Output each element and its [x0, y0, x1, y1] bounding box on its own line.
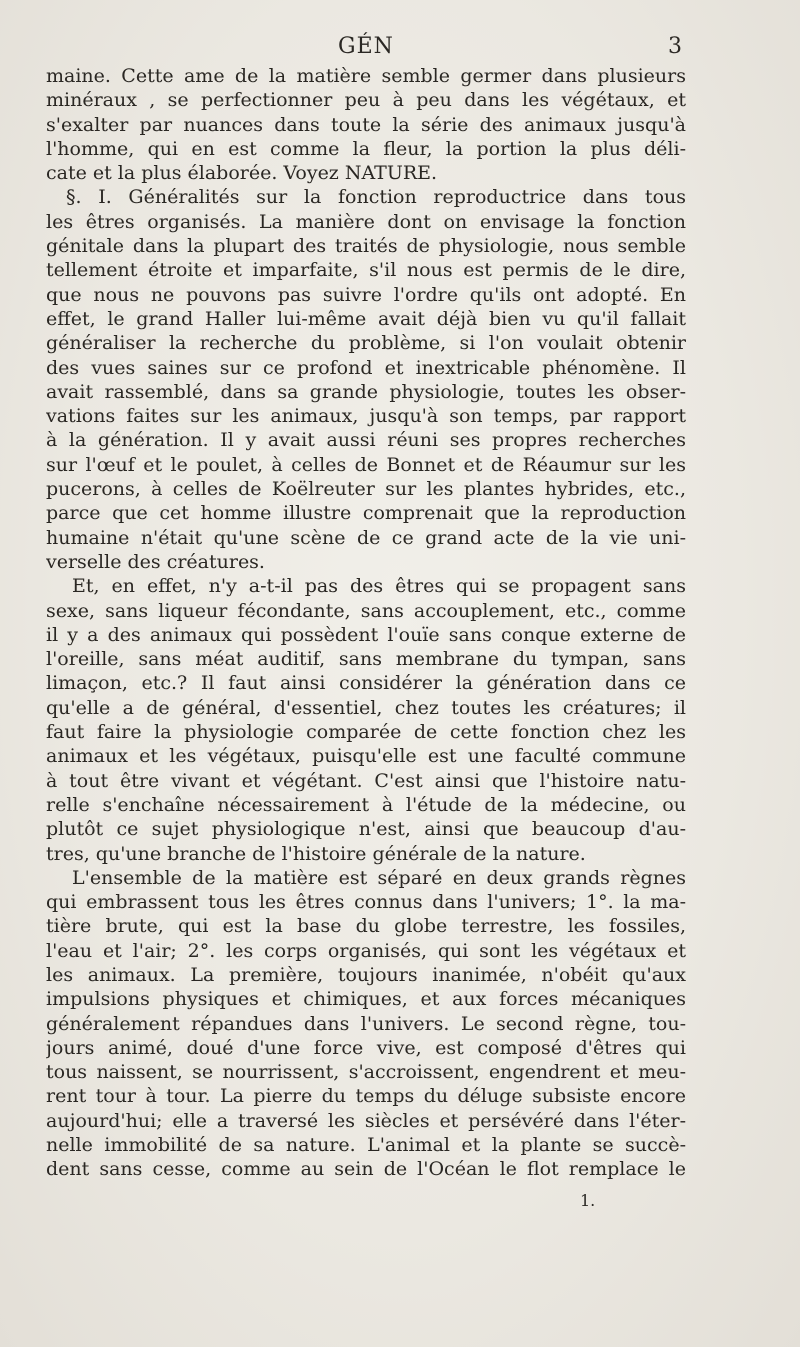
text-line: cate et la plus élaborée. Voyez NATURE.: [46, 162, 438, 185]
text-line: sexe, sans liqueur fécondante, sans accouplement, etc., comme: [46, 599, 686, 622]
text-line: que nous ne pouvons pas suivre l'ordre qu'ils ont adopté. En: [46, 283, 686, 306]
text-line: jours animé, doué d'une force vive, est composé d'êtres qui: [46, 1036, 686, 1059]
text-line: tres, qu'une branche de l'histoire générale de la nature.: [46, 842, 586, 865]
text-line: les animaux. La première, toujours inanimée, n'obéit qu'aux: [46, 963, 686, 986]
text-line: à la génération. Il y avait aussi réuni ses propres recherches: [46, 429, 686, 452]
text-line: il y a des animaux qui possèdent l'ouïe sans conque externe de: [46, 623, 686, 646]
text-line: effet, le grand Haller lui-même avait déjà bien vu qu'il fallait: [46, 307, 686, 330]
text-line: verselle des créatures.: [46, 550, 265, 573]
text-line: rent tour à tour. La pierre du temps du déluge subsiste encore: [46, 1085, 686, 1108]
text-line: limaçon, etc.? Il faut ainsi considérer la génération dans ce: [46, 672, 686, 695]
text-line: minéraux , se perfectionner peu à peu dans les végétaux, et: [46, 89, 686, 112]
section-heading-line: §. I. Généralités sur la fonction reproductrice dans tous: [66, 186, 686, 209]
text-line: animaux et les végétaux, puisqu'elle est une faculté commune: [46, 745, 686, 768]
text-line: dent sans cesse, comme au sein de l'Océan le flot remplace le: [46, 1158, 686, 1181]
text-line: généraliser la recherche du problème, si l'on voulait obtenir: [46, 332, 686, 355]
signature-mark: 1.: [580, 1191, 596, 1210]
text-line: l'oreille, sans méat auditif, sans membrane du tympan, sans: [46, 648, 686, 671]
running-head: GÉN: [338, 34, 394, 59]
text-line: faut faire la physiologie comparée de cette fonction chez les: [46, 721, 686, 744]
text-line: humaine n'était qu'une scène de ce grand acte de la vie uni-: [46, 526, 686, 549]
page-header: [0, 30, 800, 66]
paragraph-start-line: Et, en effet, n'y a-t-il pas des êtres qui se propagent sans: [72, 575, 686, 598]
text-line: impulsions physiques et chimiques, et aux forces mécaniques: [46, 988, 686, 1011]
text-line: qu'elle a de général, d'essentiel, chez toutes les créatures; il: [46, 696, 686, 719]
text-line: relle s'enchaîne nécessairement à l'étude de la médecine, ou: [46, 793, 686, 816]
text-line: des vues saines sur ce profond et inextricable phénomène. Il: [46, 356, 686, 379]
text-line: qui embrassent tous les êtres connus dans l'univers; 1°. la ma-: [46, 891, 686, 914]
text-line: plutôt ce sujet physiologique n'est, ainsi que beaucoup d'au-: [46, 818, 686, 841]
text-line: parce que cet homme illustre comprenait que la reproduction: [46, 502, 686, 525]
text-line: génitale dans la plupart des traités de physiologie, nous semble: [46, 235, 686, 258]
text-line: tière brute, qui est la base du globe terrestre, les fossiles,: [46, 915, 686, 938]
text-line: à tout être vivant et végétant. C'est ainsi que l'histoire natu-: [46, 769, 686, 792]
text-line: généralement répandues dans l'univers. Le second règne, tou-: [46, 1012, 686, 1035]
text-line: maine. Cette ame de la matière semble germer dans plusieurs: [46, 65, 686, 87]
text-line: tellement étroite et imparfaite, s'il nous est permis de le dire,: [46, 259, 686, 282]
text-line: l'eau et l'air; 2°. les corps organisés, qui sont les végétaux et: [46, 939, 686, 962]
text-line: vations faites sur les animaux, jusqu'à son temps, par rapport: [46, 405, 686, 428]
text-line: aujourd'hui; elle a traversé les siècles et persévéré dans l'éter-: [46, 1109, 686, 1132]
text-line: nelle immobilité de sa nature. L'animal et la plante se succè-: [46, 1134, 686, 1157]
body-text: [46, 64, 686, 1182]
text-line: pucerons, à celles de Koëlreuter sur les plantes hybrides, etc.,: [46, 478, 686, 501]
text-line: tous naissent, se nourrissent, s'accroissent, engendrent et meu-: [46, 1061, 686, 1084]
paragraph-start-line: L'ensemble de la matière est séparé en deux grands règnes: [72, 866, 686, 889]
text-line: les êtres organisés. La manière dont on envisage la fonction: [46, 210, 686, 233]
text-line: sur l'œuf et le poulet, à celles de Bonnet et de Réaumur sur les: [46, 453, 686, 476]
page-number: 3: [668, 34, 682, 59]
text-line: l'homme, qui en est comme la fleur, la portion la plus déli-: [46, 137, 686, 160]
text-line: avait rassemblé, dans sa grande physiologie, toutes les obser-: [46, 380, 686, 403]
text-line: s'exalter par nuances dans toute la série des animaux jusqu'à: [46, 113, 686, 136]
